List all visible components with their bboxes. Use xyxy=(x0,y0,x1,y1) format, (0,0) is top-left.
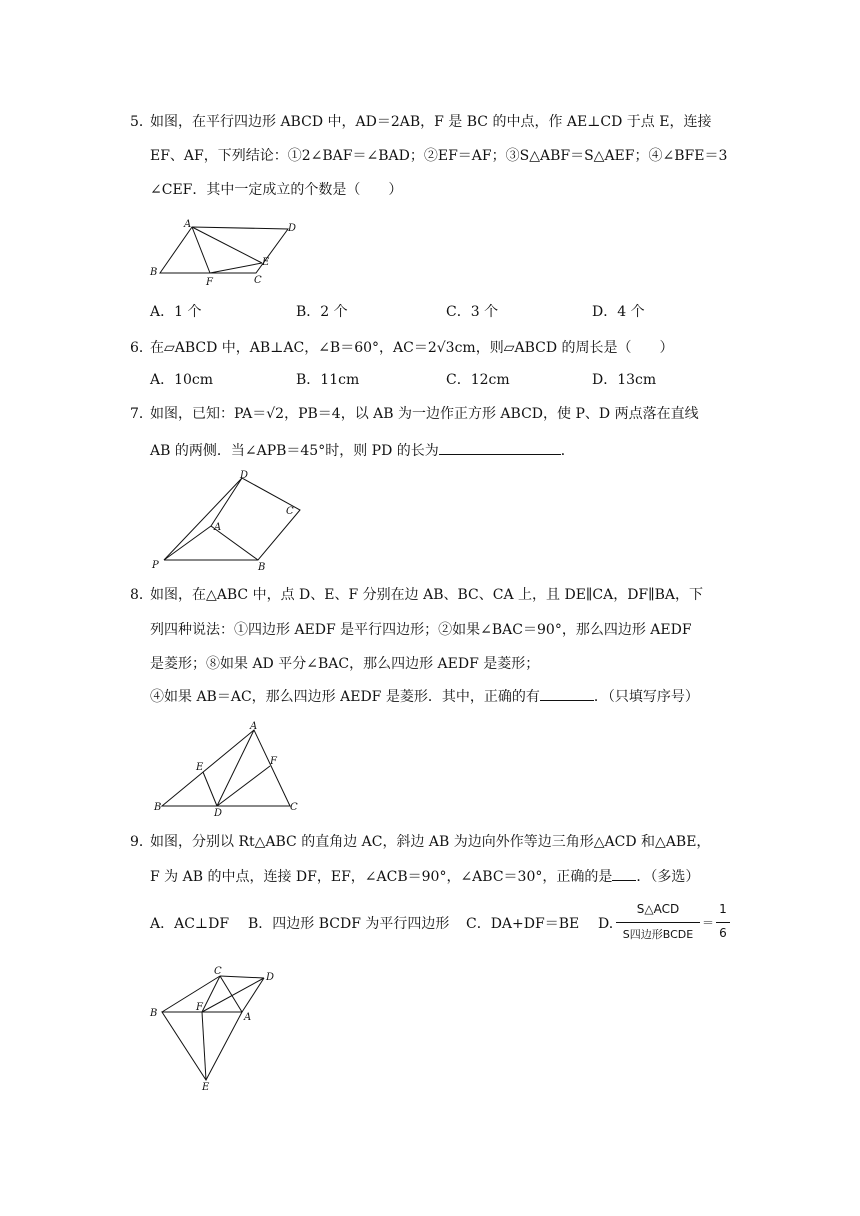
q5-line1: 如图，在平行四边形 ABCD 中，AD＝2AB，F 是 BC 的中点，作 AE⊥CD 于点 E，连接 xyxy=(150,114,712,130)
q6-option-b: B．11cm xyxy=(296,372,360,388)
q6-number: 6． xyxy=(130,340,153,356)
q8-label-C: C xyxy=(290,802,298,813)
q8-answer-blank[interactable] xyxy=(540,686,594,701)
q8-line4-end: ．（只填写序号） xyxy=(593,689,699,705)
q8-label-B: B xyxy=(154,802,162,813)
q5-segment-EF xyxy=(210,263,262,273)
q5-line3: ∠CEF．其中一定成立的个数是（ ） xyxy=(150,182,403,198)
q9-segment-DF xyxy=(202,978,264,1012)
q9-frac-equals: ＝ xyxy=(702,916,715,930)
q9-option-d: D. xyxy=(598,916,614,932)
q7-label-B: B xyxy=(258,562,266,573)
q5-line2: EF、AF，下列结论：①2∠BAF＝∠BAD；②EF＝AF；③S△ABF＝S△AEF；④∠BFE＝3 xyxy=(150,148,728,164)
q5-option-c: C．3 个 xyxy=(446,304,499,320)
q8-segment-AD xyxy=(217,730,254,806)
q9-frac-numerator: S△ACD xyxy=(636,902,680,916)
q7-label-C: C xyxy=(286,506,294,517)
q9-triangle-ABE xyxy=(162,1012,242,1080)
q9-label-E: E xyxy=(202,1082,210,1093)
q9-line2-text: F 为 AB 的中点，连接 DF，EF，∠ACB＝90°，∠ABC＝30°，正确的是 xyxy=(150,869,613,885)
q7-number: 7． xyxy=(130,406,153,422)
q5-label-D: D xyxy=(288,223,297,234)
q9-frac-value-bar xyxy=(716,922,730,923)
q8-line1: 如图，在△ABC 中，点 D、E、F 分别在边 AB、BC、CA 上，且 DE∥CA，DF∥BA，下 xyxy=(150,587,704,603)
q9-frac-value-num: 1 xyxy=(719,902,727,916)
q8-line4-text: ④如果 AB＝AC，那么四边形 AEDF 是菱形．其中，正确的有 xyxy=(150,689,540,705)
q6-option-a: A．10cm xyxy=(150,372,214,388)
q5-label-F: F xyxy=(206,277,213,288)
q5-label-E: E xyxy=(262,257,270,268)
q6-option-c: C．12cm xyxy=(446,372,510,388)
q7-square xyxy=(211,478,300,560)
q6-line1: 在▱ABCD 中，AB⊥AC，∠B＝60°，AC＝2√3cm，则▱ABCD 的周长是（ ） xyxy=(150,340,674,356)
q9-segment-DA xyxy=(242,978,264,1012)
q8-triangle-ABC xyxy=(162,730,290,806)
q5-option-a: A．1 个 xyxy=(150,304,202,320)
q9-label-C: C xyxy=(214,966,222,977)
q9-line2-end: ．（多选） xyxy=(636,869,700,885)
q7-label-D: D xyxy=(240,470,249,481)
q9-figure xyxy=(148,962,288,1092)
q7-line1: 如图，已知：PA＝√2，PB＝4，以 AB 为一边作正方形 ABCD，使 P、D 两点落在直线 xyxy=(150,406,699,422)
q8-figure xyxy=(150,718,310,818)
q9-option-c: C．DA+DF＝BE xyxy=(466,916,580,932)
q7-answer-blank[interactable] xyxy=(439,440,561,455)
q7-segment-PA xyxy=(164,526,211,560)
q8-line4 xyxy=(150,686,699,707)
q7-line2-end: ． xyxy=(560,443,575,459)
q7-line2-text: AB 的两侧．当∠APB＝45°时，则 PD 的长为 xyxy=(150,443,439,459)
q9-option-b: B．四边形 BCDF 为平行四边形 xyxy=(248,916,450,932)
q8-line2: 列四种说法：①四边形 AEDF 是平行四边形；②如果∠BAC＝90°，那么四边形 AEDF xyxy=(150,622,692,638)
q5-number: 5． xyxy=(130,114,153,130)
q9-line2 xyxy=(150,866,699,887)
q6-option-d: D．13cm xyxy=(592,372,657,388)
q5-label-C: C xyxy=(254,275,262,286)
q9-line1: 如图，分别以 Rt△ABC 的直角边 AC，斜边 AB 为边向外作等边三角形△ACD 和△ABE， xyxy=(150,834,711,850)
q9-frac-value-den: 6 xyxy=(719,926,727,940)
q9-label-F: F xyxy=(196,1002,203,1013)
q9-frac-bar xyxy=(616,922,700,923)
q8-label-E: E xyxy=(196,762,204,773)
q8-number: 8． xyxy=(130,587,153,603)
q5-label-B: B xyxy=(150,267,158,278)
q5-segment-AF xyxy=(192,227,210,273)
q5-option-b: B．2 个 xyxy=(296,304,348,320)
q7-label-A: A xyxy=(214,522,222,533)
q9-number: 9． xyxy=(130,834,153,850)
q9-frac-denominator: S四边形BCDE xyxy=(622,928,694,941)
q9-segment-CD xyxy=(220,976,264,978)
q8-label-D: D xyxy=(214,808,223,819)
q8-segment-DF xyxy=(217,766,270,806)
q9-label-D: D xyxy=(266,972,275,983)
q8-label-F: F xyxy=(270,756,277,767)
q8-segment-DE xyxy=(203,772,217,806)
q9-segment-CA xyxy=(220,976,242,1012)
q9-answer-blank[interactable] xyxy=(612,866,636,881)
q7-label-P: P xyxy=(152,560,159,571)
q8-line3: 是菱形；⑧如果 AD 平分∠BAC，那么四边形 AEDF 是菱形； xyxy=(150,656,540,672)
q5-figure xyxy=(140,215,310,290)
q7-line2 xyxy=(150,440,575,461)
q9-segment-EF xyxy=(202,1012,206,1080)
q9-option-a: A．AC⊥DF xyxy=(150,916,230,932)
q7-figure xyxy=(148,470,308,573)
q7-segment-PD xyxy=(164,478,242,560)
q9-label-B: B xyxy=(150,1008,158,1019)
q5-segment-AE xyxy=(192,227,262,263)
q5-option-d: D．4 个 xyxy=(592,304,645,320)
q9-label-A: A xyxy=(244,1012,252,1023)
q8-label-A: A xyxy=(250,721,258,732)
q5-label-A: A xyxy=(184,219,192,230)
